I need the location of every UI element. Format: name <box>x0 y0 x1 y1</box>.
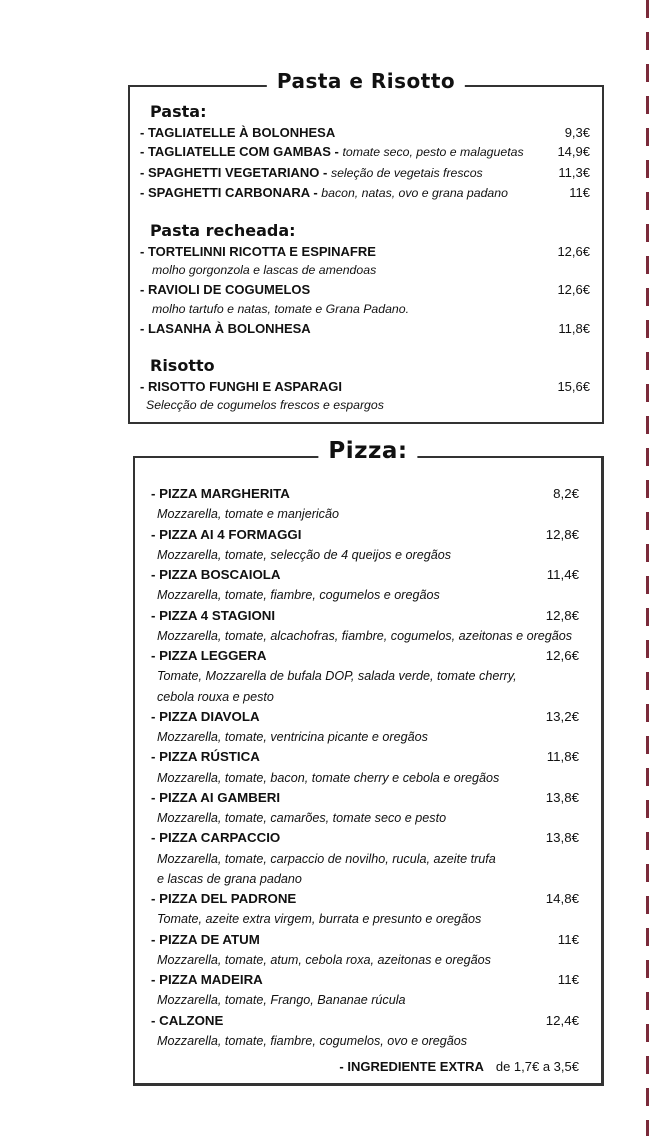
menu-item <box>140 183 594 203</box>
menu-item <box>151 565 583 585</box>
item-price: 9,3€ <box>564 125 590 140</box>
item-name: - LASANHA À BOLONHESA <box>140 321 311 337</box>
item-price: 11,8€ <box>546 749 579 765</box>
item-description: molho tartufo e natas, tomate e Grana Padano. <box>152 301 410 316</box>
item-price: 11,3€ <box>558 164 590 180</box>
item-price: 14,8€ <box>545 891 579 906</box>
menu-item <box>151 889 583 909</box>
item-price: 11€ <box>569 185 590 201</box>
menu-item <box>151 930 583 950</box>
item-name: - PIZZA LEGGERA <box>151 648 267 663</box>
item-price: 11,4€ <box>546 567 579 582</box>
item-inline-description: seleção de vegetais frescos <box>330 165 483 180</box>
item-description: Mozzarella, tomate, carpaccio de novilho, rucula, azeite trufa <box>157 851 496 866</box>
item-name: - PIZZA DE ATUM <box>151 931 260 947</box>
item-price: 8,2€ <box>553 486 579 501</box>
menu-item <box>151 970 583 990</box>
item-price: 12,4€ <box>545 1012 579 1028</box>
item-description: e lascas de grana padano <box>157 871 302 886</box>
menu-item <box>140 142 594 162</box>
item-inline-description: tomate seco, pesto e malaguetas <box>342 145 524 160</box>
item-name: - PIZZA DEL PADRONE <box>151 891 297 906</box>
item-name: - RAVIOLI DE COGUMELOS <box>140 282 311 298</box>
item-price: 13,8€ <box>545 830 579 846</box>
item-name: - PIZZA CARPACCIO <box>151 830 281 846</box>
item-inline-description: bacon, natas, ovo e grana padano <box>321 186 508 201</box>
page-edge-dashed-line <box>646 0 649 1136</box>
item-description: Mozzarella, tomate, Frango, Bananae rúcula <box>157 993 406 1008</box>
menu-item <box>151 525 583 545</box>
menu-item <box>140 280 594 299</box>
item-price: 14,9€ <box>557 144 590 160</box>
item-label <box>140 123 335 142</box>
pasta-risotto-section <box>128 69 604 424</box>
menu-item <box>151 484 583 504</box>
item-label <box>140 377 342 396</box>
item-name: - TORTELINNI RICOTTA E ESPINAFRE <box>140 243 376 259</box>
pizza-section <box>133 438 604 1086</box>
item-name: - PIZZA DIAVOLA <box>151 708 260 724</box>
item-name: - SPAGHETTI VEGETARIANO - <box>140 164 328 180</box>
item-description: Mozzarella, tomate, camarões, tomate seco e pesto <box>157 811 447 825</box>
menu-item <box>140 242 594 261</box>
item-name: - RISOTTO FUNGHI E ASPARAGI <box>140 378 342 394</box>
item-label <box>140 242 376 261</box>
menu-item <box>140 163 594 183</box>
item-description: Mozzarella, tomate, alcachofras, fiambre, cogumelos, azeitonas e oregãos <box>157 628 573 643</box>
item-description: Mozzarella, tomate, selecção de 4 queijos e oregãos <box>157 547 452 562</box>
item-name: - PIZZA AI 4 FORMAGGI <box>151 526 302 542</box>
extra-ingredient <box>151 1059 583 1074</box>
item-label <box>140 319 311 338</box>
item-description: Mozzarella, tomate, atum, cebola roxa, azeitonas e oregãos <box>157 952 491 967</box>
extra-label: - INGREDIENTE EXTRA <box>339 1059 484 1074</box>
item-price: 11,8€ <box>558 321 590 337</box>
item-label <box>140 280 310 299</box>
menu-item <box>151 606 583 626</box>
item-name: - PIZZA RÚSTICA <box>151 749 260 765</box>
item-name: - PIZZA 4 STAGIONI <box>151 607 276 623</box>
item-name: - SPAGHETTI CARBONARA - <box>140 185 318 201</box>
item-price: 13,2€ <box>545 708 579 724</box>
menu-item <box>140 319 594 338</box>
extra-price: de 1,7€ a 3,5€ <box>495 1059 579 1074</box>
item-name: - TAGLIATELLE COM GAMBAS - <box>140 144 339 160</box>
item-name: - PIZZA AI GAMBERI <box>151 789 281 805</box>
item-description: Tomate, azeite extra virgem, burrata e presunto e oregãos <box>157 912 482 927</box>
item-price: 13,8€ <box>545 789 579 805</box>
item-price: 12,8€ <box>545 526 579 542</box>
item-price: 11€ <box>557 931 579 947</box>
item-label <box>140 163 483 183</box>
item-price: 12,6€ <box>557 282 590 298</box>
menu-item <box>151 788 583 808</box>
menu-item <box>151 707 583 727</box>
item-price: 11€ <box>557 972 579 987</box>
group-heading: Risotto <box>150 355 215 375</box>
item-name: - PIZZA MADEIRA <box>151 972 263 987</box>
item-description: Mozzarella, tomate, fiambre, cogumelos e oregãos <box>157 588 440 603</box>
item-name: - PIZZA BOSCAIOLA <box>151 567 281 582</box>
menu-item <box>140 377 594 396</box>
group-heading: Pasta: <box>150 102 207 121</box>
item-price: 12,8€ <box>545 607 579 623</box>
item-description: Selecção de cogumelos frescos e espargos <box>146 398 384 413</box>
item-price: 12,6€ <box>545 648 579 663</box>
section-title: Pizza: <box>318 438 417 464</box>
item-name: - PIZZA MARGHERITA <box>151 486 290 501</box>
item-price: 12,6€ <box>557 243 590 259</box>
menu-item <box>151 747 583 767</box>
item-description: Mozzarella, tomate, bacon, tomate cherry e cebola e oregãos <box>157 770 500 785</box>
item-description: Tomate, Mozzarella de bufala DOP, salada verde, tomate cherry, <box>157 669 517 684</box>
group-heading: Pasta recheada: <box>150 220 296 240</box>
section-title: Pasta e Risotto <box>267 69 465 93</box>
item-description: cebola rouxa e pesto <box>157 689 274 704</box>
item-description: Mozzarella, tomate, fiambre, cogumelos, ovo e oregãos <box>157 1033 468 1048</box>
menu-item <box>151 828 583 848</box>
item-description: Mozzarella, tomate e manjericão <box>157 507 339 522</box>
item-description: molho gorgonzola e lascas de amendoas <box>152 263 377 278</box>
menu-item <box>151 646 583 666</box>
item-name: - CALZONE <box>151 1012 224 1028</box>
item-label <box>140 142 524 162</box>
item-label <box>140 183 508 203</box>
item-price: 15,6€ <box>557 378 590 394</box>
menu-item <box>140 123 594 142</box>
item-description: Mozzarella, tomate, ventricina picante e oregãos <box>157 730 428 744</box>
menu-item <box>151 1011 583 1031</box>
item-name: - TAGLIATELLE À BOLONHESA <box>140 125 336 140</box>
